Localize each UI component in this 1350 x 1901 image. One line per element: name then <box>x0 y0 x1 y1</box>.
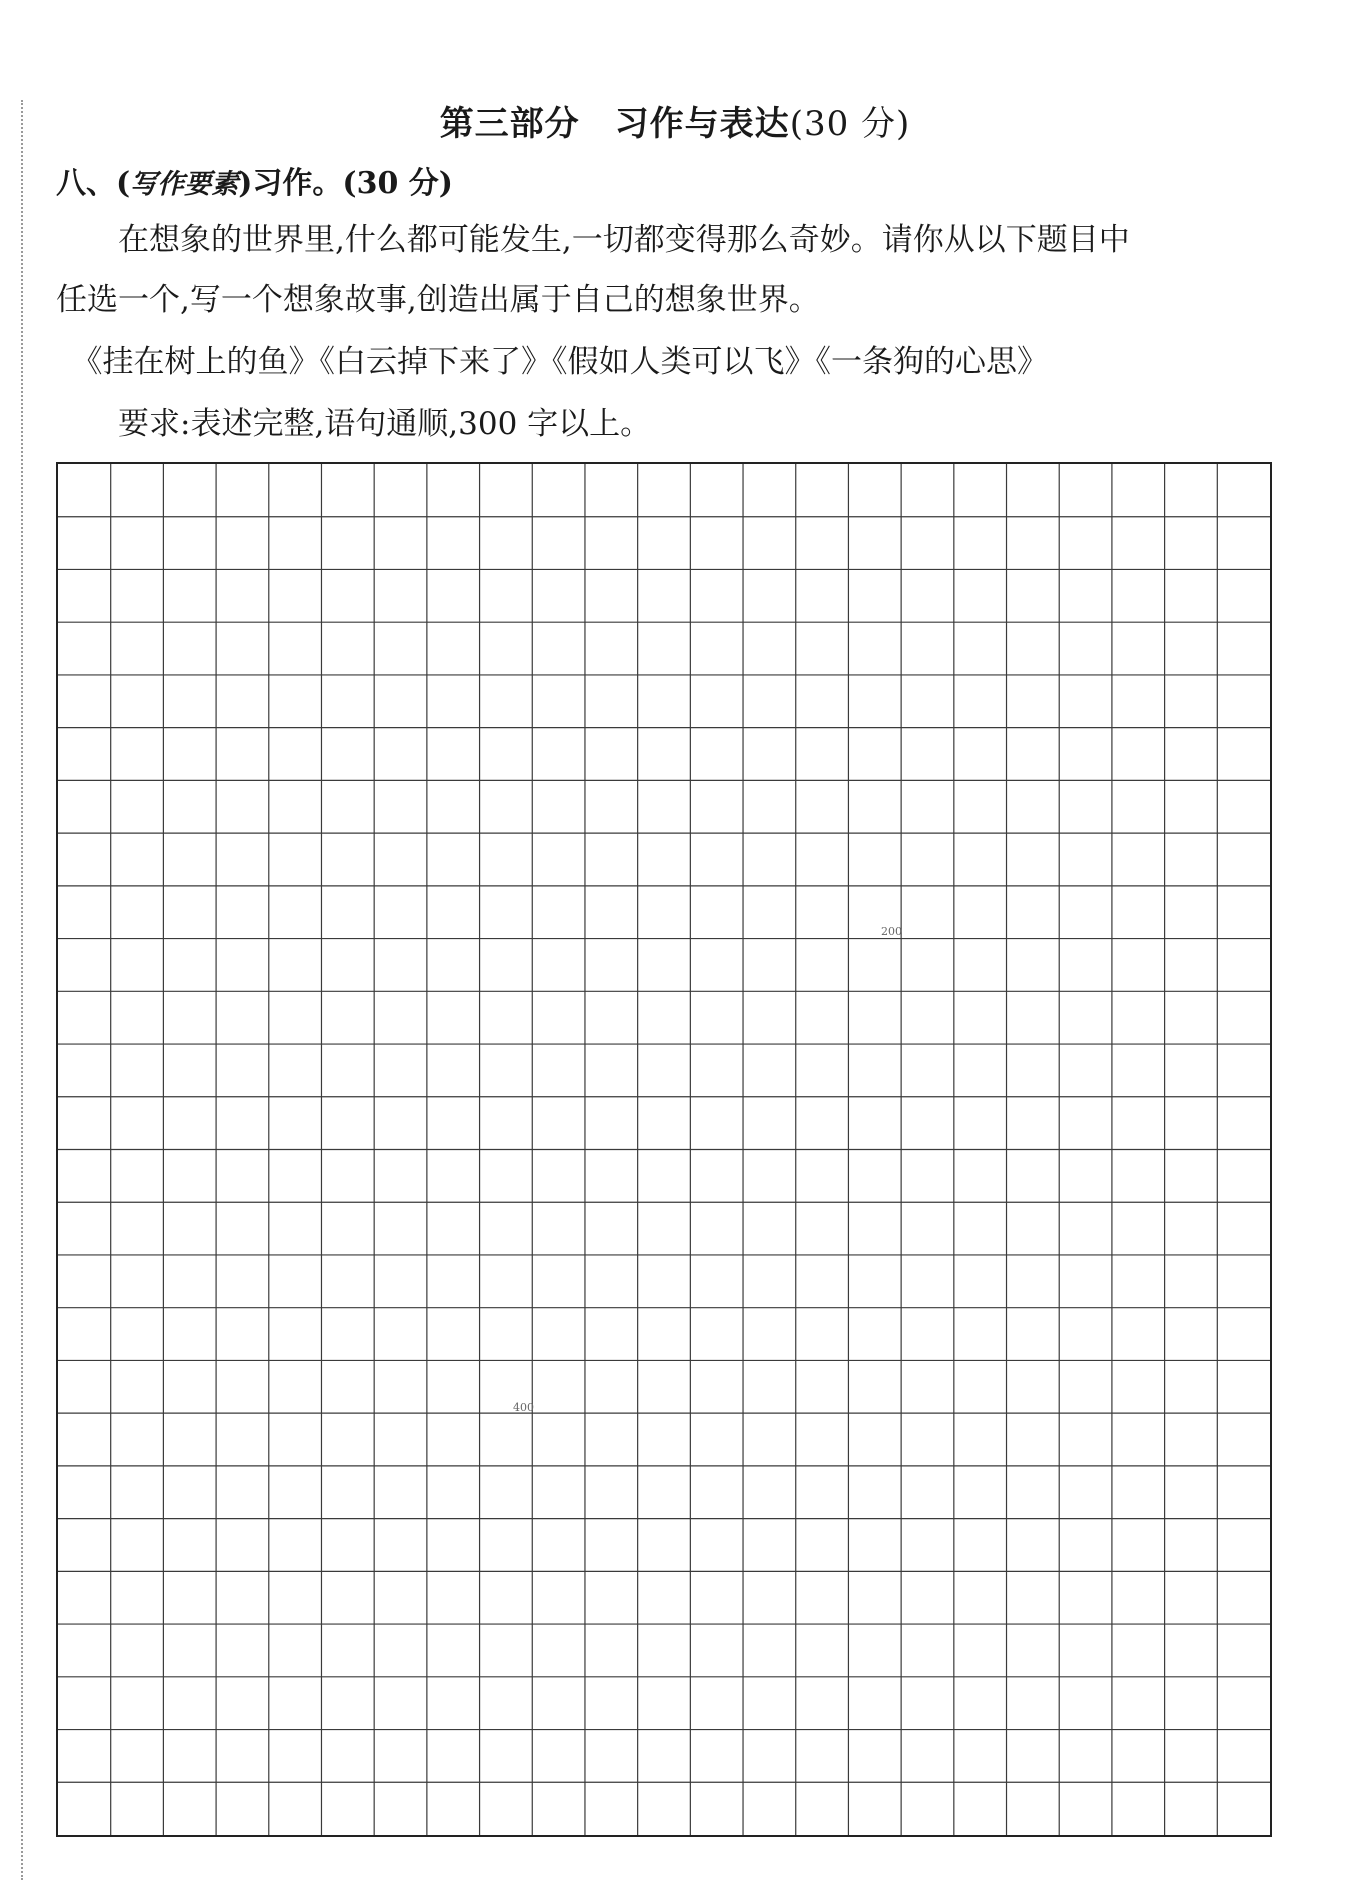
prompt-line-2: 任选一个,写一个想象故事,创造出属于自己的想象世界。 <box>56 282 820 318</box>
prompt-line-1: 在想象的世界里,什么都可能发生,一切都变得那么奇妙。请你从以下题目中 <box>56 222 1130 258</box>
section-title <box>0 96 1350 145</box>
word-count-marker-400: 400 <box>513 1401 534 1414</box>
section-title-label: 第三部分 习作与表达 <box>439 104 790 144</box>
writing-element-tag: 写作要素 <box>130 169 239 200</box>
grid-lines <box>58 464 1270 1835</box>
question-heading <box>56 158 453 202</box>
composition-grid[interactable] <box>56 462 1272 1837</box>
requirement-text: 要求:表述完整,语句通顺,300 字以上。 <box>56 406 652 442</box>
binding-margin-line <box>21 100 23 1880</box>
section-score: (30 分) <box>789 104 911 144</box>
word-count-marker-200: 200 <box>881 925 902 938</box>
question-number: 八、( <box>56 166 131 201</box>
topic-titles: 《挂在树上的鱼》《白云掉下来了》《假如人类可以飞》《一条狗的心思》 <box>56 344 1048 380</box>
question-label: )习作。(30 分) <box>238 166 453 201</box>
